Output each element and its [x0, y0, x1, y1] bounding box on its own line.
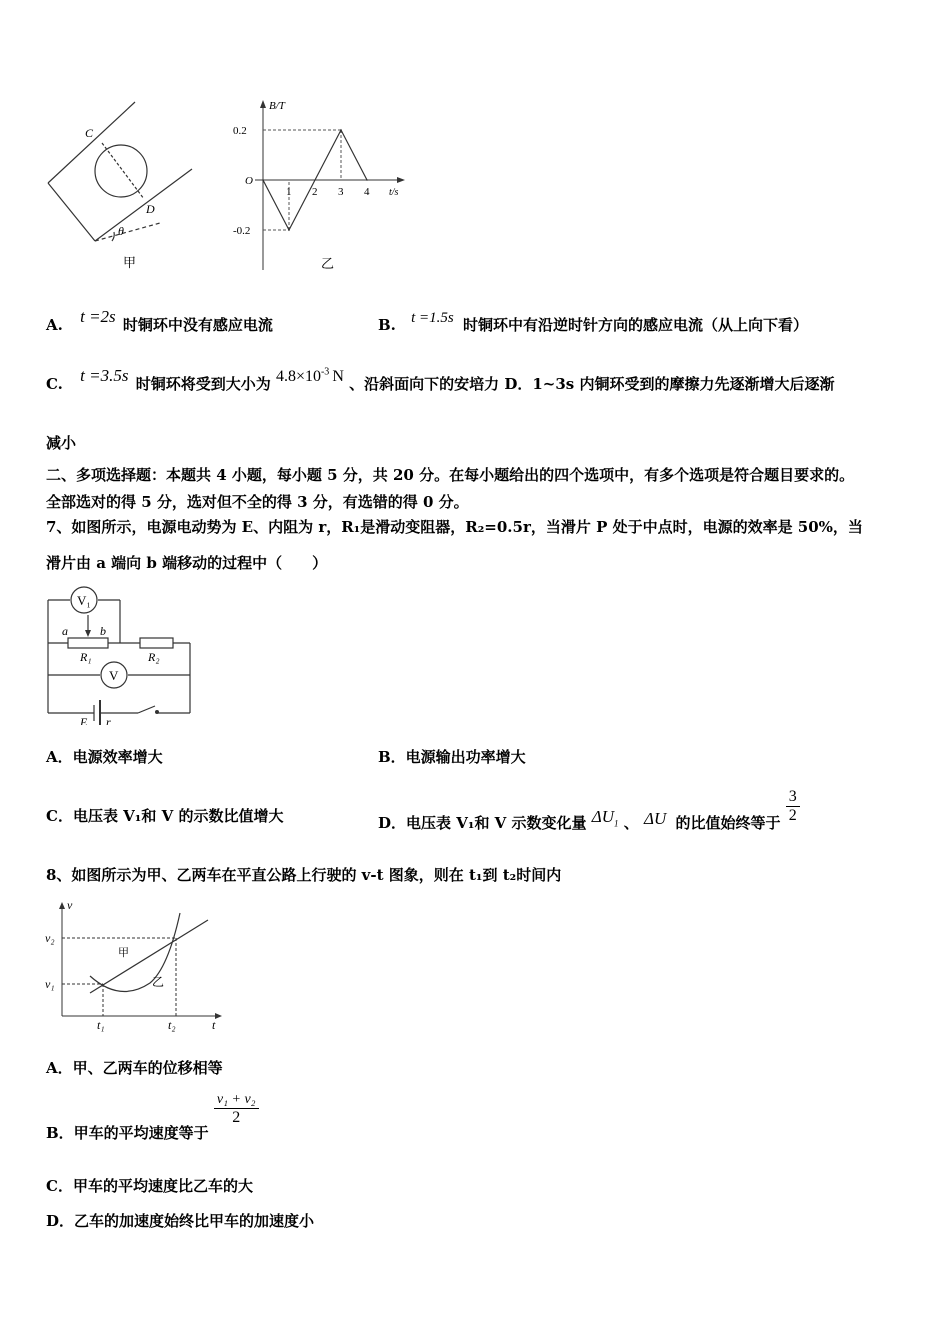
bt-graph	[225, 95, 415, 285]
bt-x-tick: 2	[312, 186, 318, 198]
bt-data-point	[366, 179, 368, 181]
bt-y-tick: 0.2	[233, 125, 247, 137]
bt-x-tick: 3	[338, 186, 344, 198]
delta-u: ΔU	[644, 808, 667, 828]
option-d-sep: 、	[623, 813, 639, 832]
bt-x-tick: 1	[286, 186, 292, 198]
option-b-text: 时铜环中有沿逆时针方向的感应电流（从上向下看）	[463, 316, 809, 334]
r-label: r	[106, 715, 111, 725]
q6-option-a	[46, 307, 273, 335]
option-c-text1: 时铜环将受到大小为	[135, 375, 271, 393]
q8-option-a: A．甲、乙两车的位移相等	[46, 1059, 223, 1077]
q6-option-c	[46, 366, 835, 394]
ratio-numerator: 3	[786, 788, 800, 807]
avg-velocity-fraction	[214, 1092, 259, 1127]
x-axis-label: t/s	[389, 187, 399, 198]
section2-line1: 二、多项选择题：本题共 4 小题，每小题 5 分，共 20 分。在每小题给出的四个选项中，有多个选项是符合题目要求的。	[46, 466, 855, 484]
q7-stem-line1: 7、如图所示，电源电动势为 E、内阻为 r，R₁是滑动变阻器，R₂=0.5r，当滑片 P 处于中点时，电源的效率是 50%，当	[46, 518, 863, 536]
option-c-force	[276, 368, 344, 385]
caption-jia: 甲	[123, 256, 137, 271]
v1-tick: v₁	[45, 977, 55, 991]
q7-stem-line2: 滑片由 a 端向 b 端移动的过程中（ ）	[46, 554, 328, 572]
avg-velocity-numerator: v₁ + v₂	[214, 1092, 259, 1109]
option-a-label: A.	[46, 316, 63, 334]
bt-x-tick: 4	[364, 186, 370, 198]
t-axis-label: t	[212, 1018, 216, 1032]
q8-option-d: D．乙车的加速度始终比甲车的加速度小	[46, 1212, 315, 1230]
q7-option-a: A．电源效率增大	[46, 748, 163, 766]
circuit-diagram	[40, 585, 200, 725]
section2-line2: 全部选对的得 5 分，选对但不全的得 3 分，有选错的得 0 分。	[46, 493, 469, 511]
v-label: V	[109, 668, 119, 683]
e-label: E	[80, 715, 88, 725]
option-b-math: t =1.5s	[411, 310, 454, 326]
v2-tick: v₂	[45, 931, 55, 945]
force-unit: N	[332, 368, 344, 385]
slider-b: b	[100, 624, 106, 638]
label-theta: θ	[118, 224, 124, 238]
bt-data-point	[288, 229, 290, 231]
jia-line	[90, 920, 208, 993]
v1-label: V₁	[77, 593, 91, 608]
vt-graph	[40, 898, 230, 1033]
caption-yi: 乙	[321, 257, 335, 272]
ratio-denominator: 2	[788, 807, 797, 824]
figure-jia	[40, 95, 210, 285]
q7-option-d	[378, 780, 800, 830]
ratio-fraction	[786, 788, 800, 825]
t2-tick: t₂	[168, 1018, 176, 1032]
avg-velocity-denominator: 2	[232, 1109, 241, 1126]
delta-u1	[592, 807, 619, 826]
r1-label: R₁	[80, 650, 92, 664]
origin-label: O	[245, 175, 253, 187]
option-c-math: t =3.5s	[80, 366, 129, 385]
bt-y-tick: -0.2	[233, 225, 251, 237]
option-b-label: B.	[378, 316, 396, 334]
delta-u1-sub: 1	[614, 817, 619, 828]
v-axis-label: v	[67, 898, 73, 912]
bt-data-point	[262, 179, 264, 181]
force-value: 4.8×10	[275, 368, 321, 385]
t1-tick: t₁	[97, 1018, 105, 1032]
y-axis-label: B/T	[269, 100, 285, 112]
option-a-math: t =2s	[80, 307, 116, 326]
slider-a: a	[62, 624, 68, 638]
q7-option-c: C．电压表 V₁和 V 的示数比值增大	[46, 807, 284, 825]
q8-option-b	[46, 1092, 259, 1142]
force-exponent: -3	[320, 366, 330, 378]
option-d-text1: D．电压表 V₁和 V 示数变化量	[378, 813, 587, 832]
q7-option-b: B．电源输出功率增大	[378, 748, 526, 766]
q6-option-b	[378, 310, 809, 335]
option-c-label: C.	[46, 375, 63, 393]
bt-data-point	[340, 129, 342, 131]
q8-option-c: C．甲车的平均速度比乙车的大	[46, 1177, 253, 1195]
option-d-text2: 的比值始终等于	[675, 813, 781, 832]
q6-option-c-cont: 减小	[46, 434, 77, 452]
delta-u1-symbol: ΔU	[591, 806, 615, 826]
yi-curve	[90, 913, 180, 992]
option-b-text: B．甲车的平均速度等于	[46, 1123, 209, 1142]
jia-label: 甲	[118, 946, 129, 959]
yi-label: 乙	[152, 975, 165, 989]
q8-stem: 8、如图所示为甲、乙两车在平直公路上行驶的 v-t 图象，则在 t₁到 t₂时间内	[46, 866, 562, 884]
r2-label: R₂	[148, 650, 160, 664]
label-d: D	[146, 202, 155, 216]
label-c: C	[85, 126, 94, 140]
option-c-text2: 、沿斜面向下的安培力 D．1~3s 内铜环受到的摩擦力先逐渐增大后逐渐	[349, 375, 835, 393]
option-a-text: 时铜环中没有感应电流	[122, 316, 273, 334]
